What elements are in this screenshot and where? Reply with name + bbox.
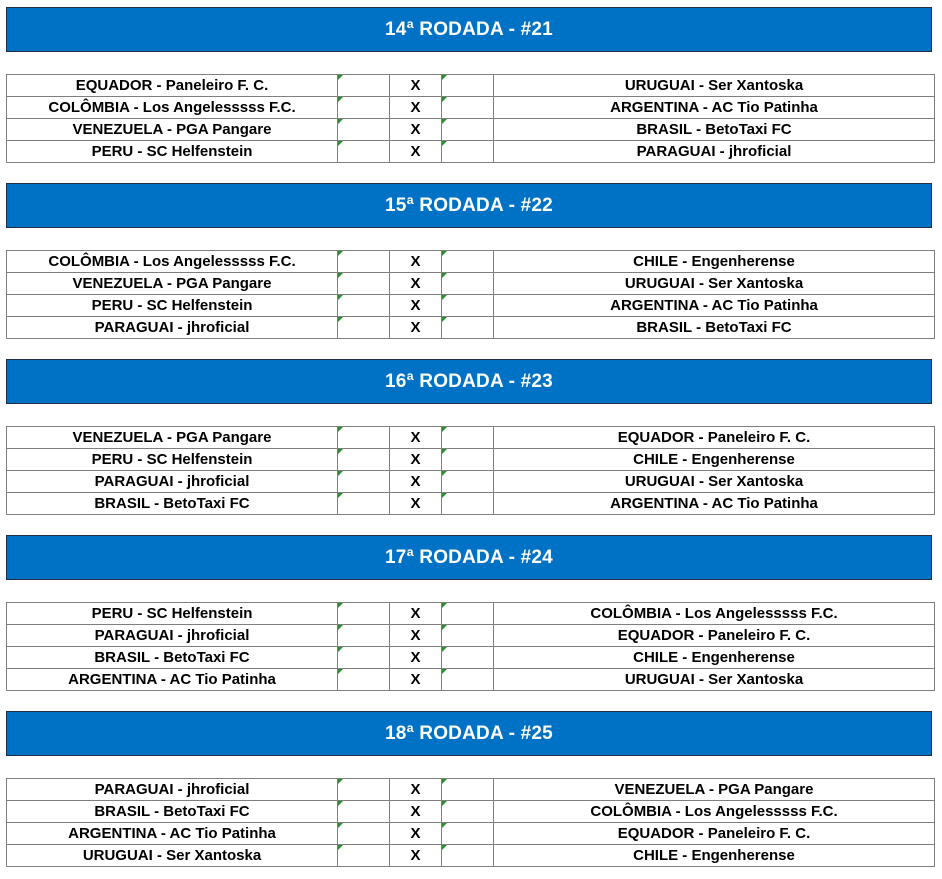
home-score-cell[interactable]: [338, 801, 390, 823]
home-team: PERU - SC Helfenstein: [7, 449, 338, 471]
match-row: [7, 141, 935, 163]
match-row: [7, 823, 935, 845]
home-team: PARAGUAI - jhroficial: [7, 471, 338, 493]
matches-table: [6, 778, 935, 867]
match-row: [7, 449, 935, 471]
match-row: [7, 779, 935, 801]
away-team: EQUADOR - Paneleiro F. C.: [494, 823, 935, 845]
away-score-cell[interactable]: [442, 823, 494, 845]
home-score-cell[interactable]: [338, 295, 390, 317]
versus-mark: X: [390, 273, 442, 295]
versus-mark: X: [390, 669, 442, 691]
match-row: [7, 801, 935, 823]
home-team: PARAGUAI - jhroficial: [7, 779, 338, 801]
match-row: [7, 647, 935, 669]
away-score-cell[interactable]: [442, 317, 494, 339]
home-team: COLÔMBIA - Los Angelesssss F.C.: [7, 97, 338, 119]
away-team: URUGUAI - Ser Xantoska: [494, 273, 935, 295]
away-team: URUGUAI - Ser Xantoska: [494, 471, 935, 493]
match-row: [7, 119, 935, 141]
home-team: BRASIL - BetoTaxi FC: [7, 493, 338, 515]
away-team: BRASIL - BetoTaxi FC: [494, 317, 935, 339]
round-header: [6, 711, 932, 756]
home-score-cell[interactable]: [338, 449, 390, 471]
home-score-cell[interactable]: [338, 845, 390, 867]
home-team: COLÔMBIA - Los Angelesssss F.C.: [7, 251, 338, 273]
home-score-cell[interactable]: [338, 251, 390, 273]
match-row: [7, 669, 935, 691]
home-score-cell[interactable]: [338, 427, 390, 449]
matches-table: [6, 602, 935, 691]
round-title: 15ª RODADA - #22: [385, 194, 553, 216]
away-score-cell[interactable]: [442, 97, 494, 119]
away-team: CHILE - Engenherense: [494, 647, 935, 669]
away-score-cell[interactable]: [442, 779, 494, 801]
home-score-cell[interactable]: [338, 603, 390, 625]
home-team: BRASIL - BetoTaxi FC: [7, 801, 338, 823]
home-score-cell[interactable]: [338, 625, 390, 647]
round-title: 16ª RODADA - #23: [385, 370, 553, 392]
versus-mark: X: [390, 647, 442, 669]
away-score-cell[interactable]: [442, 295, 494, 317]
home-score-cell[interactable]: [338, 273, 390, 295]
away-team: CHILE - Engenherense: [494, 449, 935, 471]
versus-mark: X: [390, 603, 442, 625]
versus-mark: X: [390, 141, 442, 163]
home-team: ARGENTINA - AC Tio Patinha: [7, 823, 338, 845]
away-score-cell[interactable]: [442, 801, 494, 823]
home-team: BRASIL - BetoTaxi FC: [7, 647, 338, 669]
away-score-cell[interactable]: [442, 647, 494, 669]
away-team: VENEZUELA - PGA Pangare: [494, 779, 935, 801]
home-score-cell[interactable]: [338, 669, 390, 691]
match-row: [7, 251, 935, 273]
home-team: VENEZUELA - PGA Pangare: [7, 427, 338, 449]
round-title: 17ª RODADA - #24: [385, 546, 553, 568]
home-team: ARGENTINA - AC Tio Patinha: [7, 669, 338, 691]
versus-mark: X: [390, 295, 442, 317]
home-team: PARAGUAI - jhroficial: [7, 625, 338, 647]
away-team: BRASIL - BetoTaxi FC: [494, 119, 935, 141]
home-score-cell[interactable]: [338, 823, 390, 845]
match-row: [7, 295, 935, 317]
away-score-cell[interactable]: [442, 603, 494, 625]
away-team: CHILE - Engenherense: [494, 251, 935, 273]
matches-table: [6, 74, 935, 163]
home-score-cell[interactable]: [338, 119, 390, 141]
away-score-cell[interactable]: [442, 669, 494, 691]
home-score-cell[interactable]: [338, 779, 390, 801]
home-score-cell[interactable]: [338, 471, 390, 493]
match-row: [7, 845, 935, 867]
match-row: [7, 273, 935, 295]
home-score-cell[interactable]: [338, 647, 390, 669]
matches-table: [6, 426, 935, 515]
home-team: EQUADOR - Paneleiro F. C.: [7, 75, 338, 97]
round-title: 18ª RODADA - #25: [385, 722, 553, 744]
match-row: [7, 625, 935, 647]
away-team: PARAGUAI - jhroficial: [494, 141, 935, 163]
match-row: [7, 75, 935, 97]
versus-mark: X: [390, 625, 442, 647]
match-row: [7, 603, 935, 625]
away-team: URUGUAI - Ser Xantoska: [494, 669, 935, 691]
away-score-cell[interactable]: [442, 251, 494, 273]
away-score-cell[interactable]: [442, 75, 494, 97]
versus-mark: X: [390, 779, 442, 801]
round-title: 14ª RODADA - #21: [385, 18, 553, 40]
away-team: EQUADOR - Paneleiro F. C.: [494, 427, 935, 449]
away-score-cell[interactable]: [442, 845, 494, 867]
versus-mark: X: [390, 75, 442, 97]
home-team: VENEZUELA - PGA Pangare: [7, 273, 338, 295]
round-header: [6, 183, 932, 228]
home-score-cell[interactable]: [338, 317, 390, 339]
match-row: [7, 471, 935, 493]
away-score-cell[interactable]: [442, 119, 494, 141]
away-score-cell[interactable]: [442, 427, 494, 449]
match-row: [7, 493, 935, 515]
home-team: VENEZUELA - PGA Pangare: [7, 119, 338, 141]
away-score-cell[interactable]: [442, 273, 494, 295]
away-team: ARGENTINA - AC Tio Patinha: [494, 295, 935, 317]
round-header: [6, 359, 932, 404]
away-team: URUGUAI - Ser Xantoska: [494, 75, 935, 97]
round-header: [6, 535, 932, 580]
home-score-cell[interactable]: [338, 97, 390, 119]
away-score-cell[interactable]: [442, 449, 494, 471]
versus-mark: X: [390, 493, 442, 515]
home-score-cell[interactable]: [338, 493, 390, 515]
match-row: [7, 97, 935, 119]
match-row: [7, 427, 935, 449]
versus-mark: X: [390, 251, 442, 273]
away-team: ARGENTINA - AC Tio Patinha: [494, 97, 935, 119]
away-score-cell[interactable]: [442, 493, 494, 515]
away-score-cell[interactable]: [442, 471, 494, 493]
versus-mark: X: [390, 823, 442, 845]
home-team: URUGUAI - Ser Xantoska: [7, 845, 338, 867]
away-team: COLÔMBIA - Los Angelesssss F.C.: [494, 603, 935, 625]
away-team: ARGENTINA - AC Tio Patinha: [494, 493, 935, 515]
away-team: CHILE - Engenherense: [494, 845, 935, 867]
away-score-cell[interactable]: [442, 625, 494, 647]
home-score-cell[interactable]: [338, 141, 390, 163]
home-team: PERU - SC Helfenstein: [7, 295, 338, 317]
away-team: EQUADOR - Paneleiro F. C.: [494, 625, 935, 647]
away-team: COLÔMBIA - Los Angelesssss F.C.: [494, 801, 935, 823]
versus-mark: X: [390, 471, 442, 493]
matches-table: [6, 250, 935, 339]
home-team: PARAGUAI - jhroficial: [7, 317, 338, 339]
home-team: PERU - SC Helfenstein: [7, 141, 338, 163]
round-header: [6, 7, 932, 52]
versus-mark: X: [390, 97, 442, 119]
away-score-cell[interactable]: [442, 141, 494, 163]
versus-mark: X: [390, 427, 442, 449]
home-team: PERU - SC Helfenstein: [7, 603, 338, 625]
versus-mark: X: [390, 845, 442, 867]
versus-mark: X: [390, 317, 442, 339]
match-row: [7, 317, 935, 339]
home-score-cell[interactable]: [338, 75, 390, 97]
versus-mark: X: [390, 801, 442, 823]
versus-mark: X: [390, 449, 442, 471]
versus-mark: X: [390, 119, 442, 141]
